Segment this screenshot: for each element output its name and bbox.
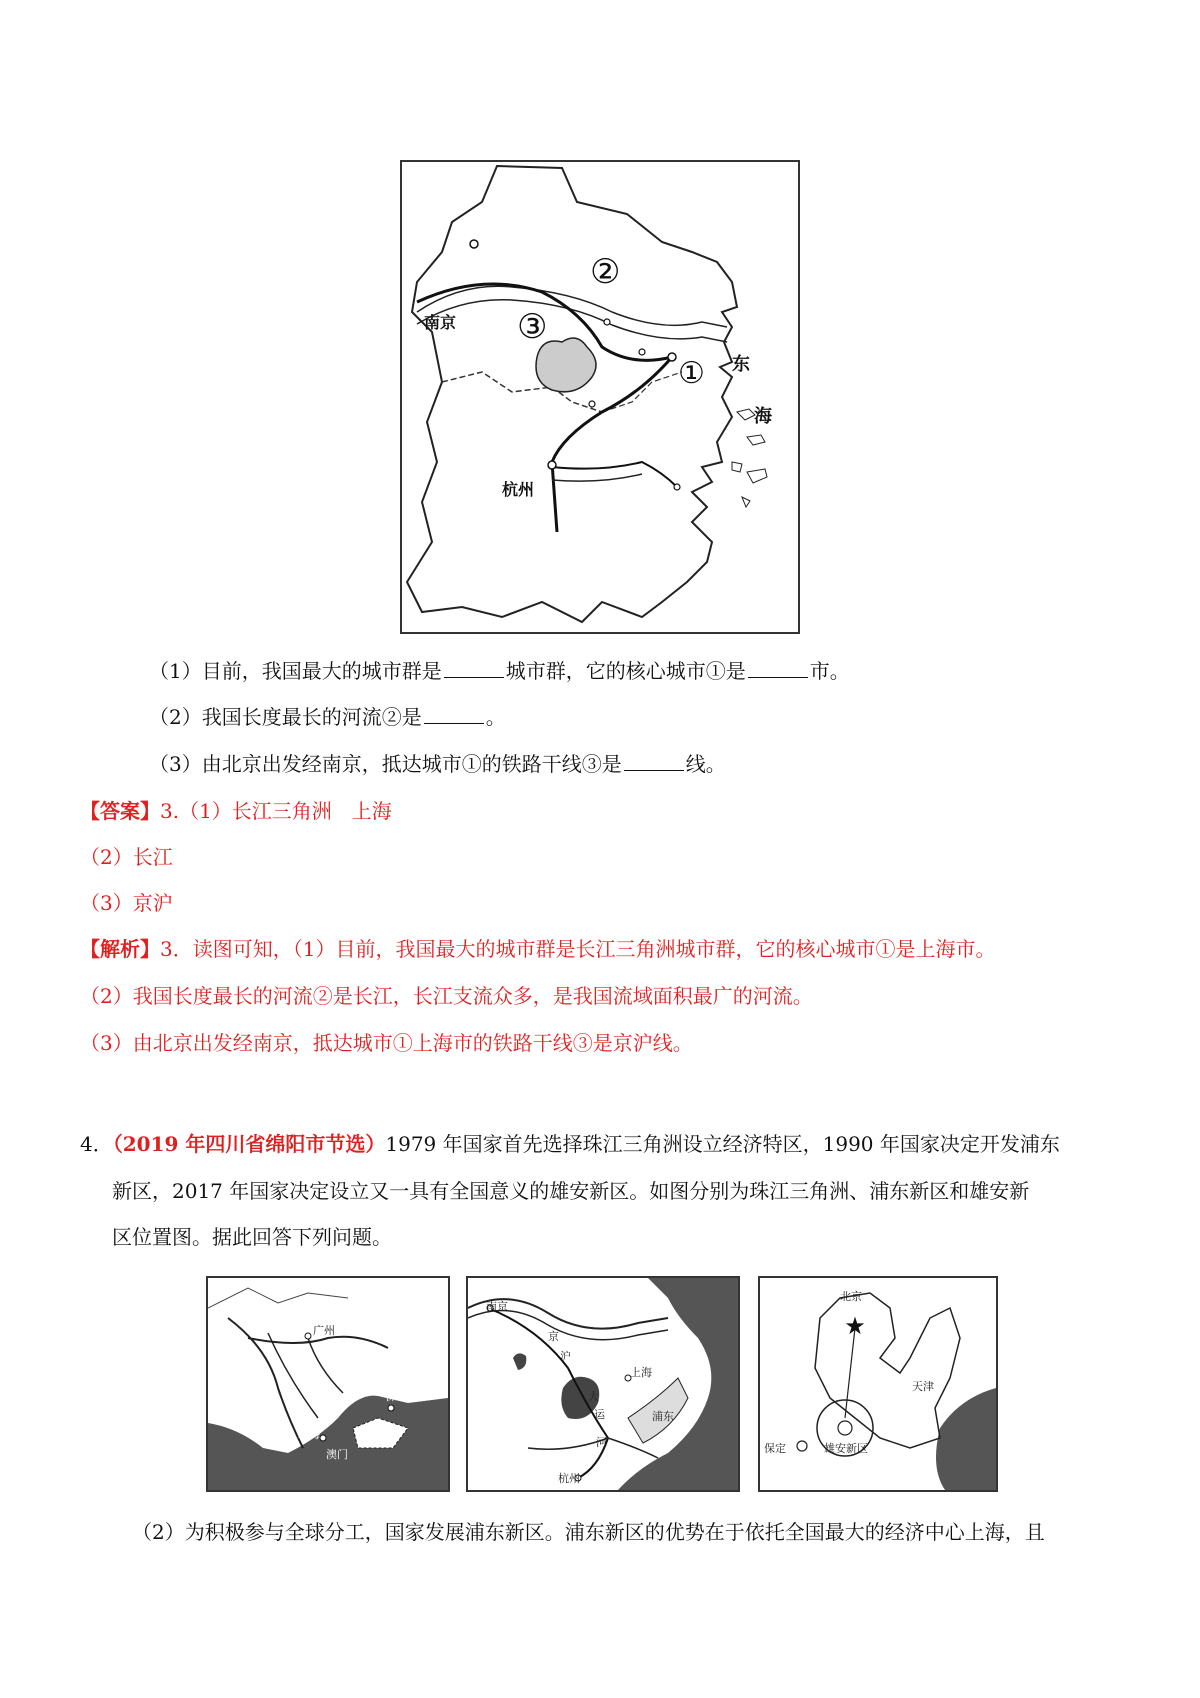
map-label-pudong: 浦东 <box>652 1410 674 1423</box>
q4-sub2: （2）为积极参与全球分工，国家发展浦东新区。浦东新区的优势在于依托全国最大的经济中心上海，且 <box>132 1520 1045 1544</box>
yangtze-delta-map-drawing <box>402 162 798 632</box>
map-label-guangzhou: 广州 <box>313 1324 335 1337</box>
q3-sub3-suffix: 线。 <box>685 752 726 776</box>
map-label-zhuhai: 珠海 <box>298 1428 320 1441</box>
yangtze-delta-map <box>400 160 800 634</box>
map-label-nanjing: 南京 <box>424 313 457 332</box>
q3-sub1 <box>149 656 850 686</box>
xiongan-drawing <box>760 1278 996 1490</box>
q3-sub2-suffix: 。 <box>485 705 506 729</box>
map-label-hai: 海 <box>754 406 772 427</box>
map-label-hangzhou: 杭州 <box>502 480 535 499</box>
map-label-da: 大 <box>588 1390 599 1403</box>
map-label-shanghai: 上海 <box>630 1366 652 1379</box>
answer-line-3: （3）京沪 <box>80 891 173 915</box>
analysis-line-1 <box>80 934 995 964</box>
map-label-shenzhen: 深圳 <box>386 1390 408 1403</box>
pudong-drawing <box>468 1278 738 1490</box>
analysis-line-2: （2）我国长度最长的河流②是长江，长江支流众多，是我国流域面积最广的河流。 <box>80 984 813 1008</box>
q3-sub2 <box>149 702 506 732</box>
answer-line-1 <box>80 796 392 826</box>
map-label-circle-3: ③ <box>517 307 548 347</box>
map-label-he: 河 <box>596 1436 607 1449</box>
answer-tag: 【答案】 <box>80 799 160 823</box>
q3-sub3 <box>149 749 726 779</box>
pearl-river-delta-map <box>206 1276 450 1492</box>
answer-blank <box>748 659 808 678</box>
answer-blank <box>424 705 484 724</box>
q3-sub1-prefix: （1）目前，我国最大的城市群是 <box>149 659 442 683</box>
map-label-nanjing-2: 南京 <box>486 1300 508 1313</box>
analysis-tag: 【解析】 <box>80 937 160 961</box>
answer-blank <box>624 752 684 771</box>
q4-line-2: 新区，2017 年国家决定设立又一具有全国意义的雄安新区。如图分别为珠江三角洲、浦东新区和雄安新 <box>112 1179 1030 1203</box>
q3-sub3-prefix: （3）由北京出发经南京，抵达城市①的铁路干线③是 <box>149 752 622 776</box>
q4-line-3: 区位置图。据此回答下列问题。 <box>112 1225 392 1249</box>
q4-number: 4． <box>80 1132 113 1156</box>
map-label-beijing: 北京 <box>840 1290 862 1303</box>
map-label-baoding: 保定 <box>764 1442 786 1455</box>
map-label-yun: 运 <box>594 1408 605 1421</box>
analysis-text-1: 3．读图可知，（1）目前，我国最大的城市群是长江三角洲城市群，它的核心城市①是上海市。 <box>160 937 996 961</box>
answer-line-2: （2）长江 <box>80 845 173 869</box>
map-label-dong: 东 <box>732 354 750 375</box>
map-label-hangzhou-2: 杭州 <box>558 1472 580 1485</box>
xiongan-map <box>758 1276 998 1492</box>
map-label-tianjin: 天津 <box>912 1380 934 1393</box>
map-label-circle-2: ② <box>590 252 621 292</box>
q3-sub1-suffix: 市。 <box>809 659 850 683</box>
q4-text-1: 1979 年国家首先选择珠江三角洲设立经济特区，1990 年国家决定开发浦东 <box>385 1132 1060 1156</box>
map-label-jing: 京 <box>548 1330 559 1343</box>
q3-sub1-mid: 城市群，它的核心城市①是 <box>505 659 746 683</box>
map-label-aomen: 澳门 <box>326 1448 348 1461</box>
answer-text-1: 3.（1）长江三角洲 上海 <box>160 799 392 823</box>
map-label-hu: 沪 <box>560 1350 571 1363</box>
map-label-circle-1: ① <box>678 356 705 391</box>
answer-blank <box>444 659 504 678</box>
analysis-line-3: （3）由北京出发经南京，抵达城市①上海市的铁路干线③是京沪线。 <box>80 1031 693 1055</box>
pudong-map <box>466 1276 740 1492</box>
q4-line-1 <box>80 1129 1060 1159</box>
map-label-xiongan: 雄安新区 <box>824 1442 868 1455</box>
q3-sub2-prefix: （2）我国长度最长的河流②是 <box>149 705 422 729</box>
star-icon: ★ <box>844 1312 866 1340</box>
q4-source: （2019 年四川省绵阳市节选） <box>112 1132 386 1156</box>
